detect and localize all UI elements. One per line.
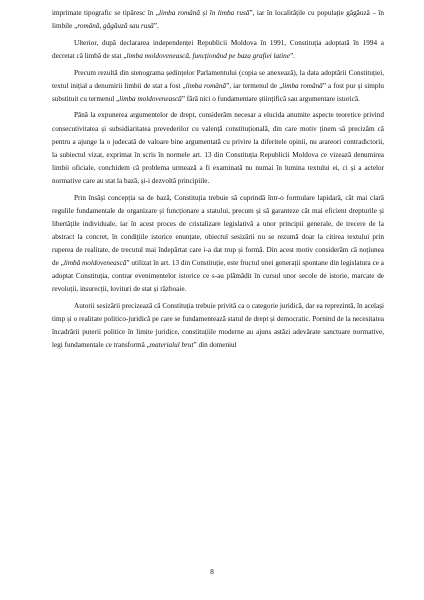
text-segment: Prin însăși concepția sa de bază, Constituția trebuie să cuprindă într-o formulare lapidară, cât mai clară regulile fundamentale de organizare și funcționare a statului, precum și să garanteze cât mai eficient drepturile și libertățile individuale, iar în acest proces de cristalizare legislativă a unor principii generale, de trecere de la abstract la concret, în condițiile istorice enunțate, obiectul sesizării nu se rezumă doar la citirea textului prin ruperea de realitate, de trecutul mai îndepărtat care i-a dat trup și formă. Din acest motiv considerăm că noțiunea de „: [52, 193, 384, 268]
text-segment: ”.: [289, 51, 295, 60]
italic-text-segment: limba română: [282, 81, 323, 90]
text-segment: ”.: [153, 22, 159, 31]
text-segment: imprimate tipografic se tipăresc în „: [52, 9, 159, 17]
paragraph: [52, 109, 384, 188]
text-segment: Până la expunerea argumentelor de drept, considerăm necesar a elucida anumite aspecte teoretice privind consecutivitatea și subsidiaritatea prevederilor cu valență constituțională, din care motiv ținem să precizăm că pentru a ajunge la o judecată de valoare bine argumentată cu privire la diferitele opinii, nu arareori contradictorii, la subiectul vizat, exprimat în scris în normele art. 13 din Constituția Republicii Moldova ce vizează denumirea limbii oficiale, conchidem că problema urmează a fi examinată nu numai în lumina textului ei, ci și a actelor normative care au stat la bază, și-i dezvoltă principiile.: [52, 111, 384, 185]
text-segment: Precum rezultă din stenograma ședințelor Parlamentului (copia se anexează), la data adoptării Constituției, textul inițial a denumirii limbii de stat a fost „: [52, 68, 384, 90]
text-segment: ” din domeniul: [193, 341, 237, 350]
paragraph: [52, 192, 384, 297]
text-segment: Autorii sesizării precizează că Constituția trebuie privită ca o categorie juridică, dar ea reprezintă, în același timp și o realitate politico-juridică pe care se fundamentează statul de drept și democratic. Pornind de la necesitatea încadrării puterii politice în limite juridice, constituțiile moderne au ajuns astăzi adevărate sanctuare normative, legi fundamentale ce transformă „: [52, 301, 384, 350]
italic-text-segment: limbă moldovenească: [63, 259, 127, 268]
text-segment: ” a fost pur și simplu substituit cu termenul „: [52, 81, 385, 103]
paragraph: [52, 300, 384, 352]
text-segment: ”, iar în localitățile cu populație găgăuză – în limbile „: [52, 9, 384, 31]
italic-text-segment: română, găgăuză sau rusă: [77, 22, 154, 31]
italic-text-segment: limba română: [185, 81, 227, 90]
paragraph: [52, 7, 384, 33]
text-segment: ” utilizat în art. 13 din Constituție, este fructul unei generații spontane din legislatura ce a adoptat Constituția, contrar evenimentelor istorice ce s-au plămădit în cursul unor secole de istorie, marcate de revoluții, insurecții, lovituri de stat și războaie.: [52, 259, 384, 294]
paragraph: [52, 67, 384, 106]
body-text: [52, 7, 384, 356]
italic-text-segment: limba română și în limba rusă: [159, 9, 250, 17]
italic-text-segment: materialul brut: [149, 341, 194, 350]
italic-text-segment: limba moldovenească, funcționând pe baza grafiei latine: [126, 51, 290, 60]
paragraph: [52, 37, 384, 63]
text-segment: ” fără nici o fundamentare științifică sau argumentare istorică.: [181, 94, 360, 103]
italic-text-segment: limba moldovenească: [119, 94, 182, 103]
text-segment: Ulterior, după declararea independenței Republicii Moldova în 1991, Constituția adoptată în 1994 a decretat că limbă de stat „: [52, 38, 384, 60]
page-number: 8: [210, 567, 214, 576]
text-segment: ”, iar termenul de „: [226, 81, 283, 90]
